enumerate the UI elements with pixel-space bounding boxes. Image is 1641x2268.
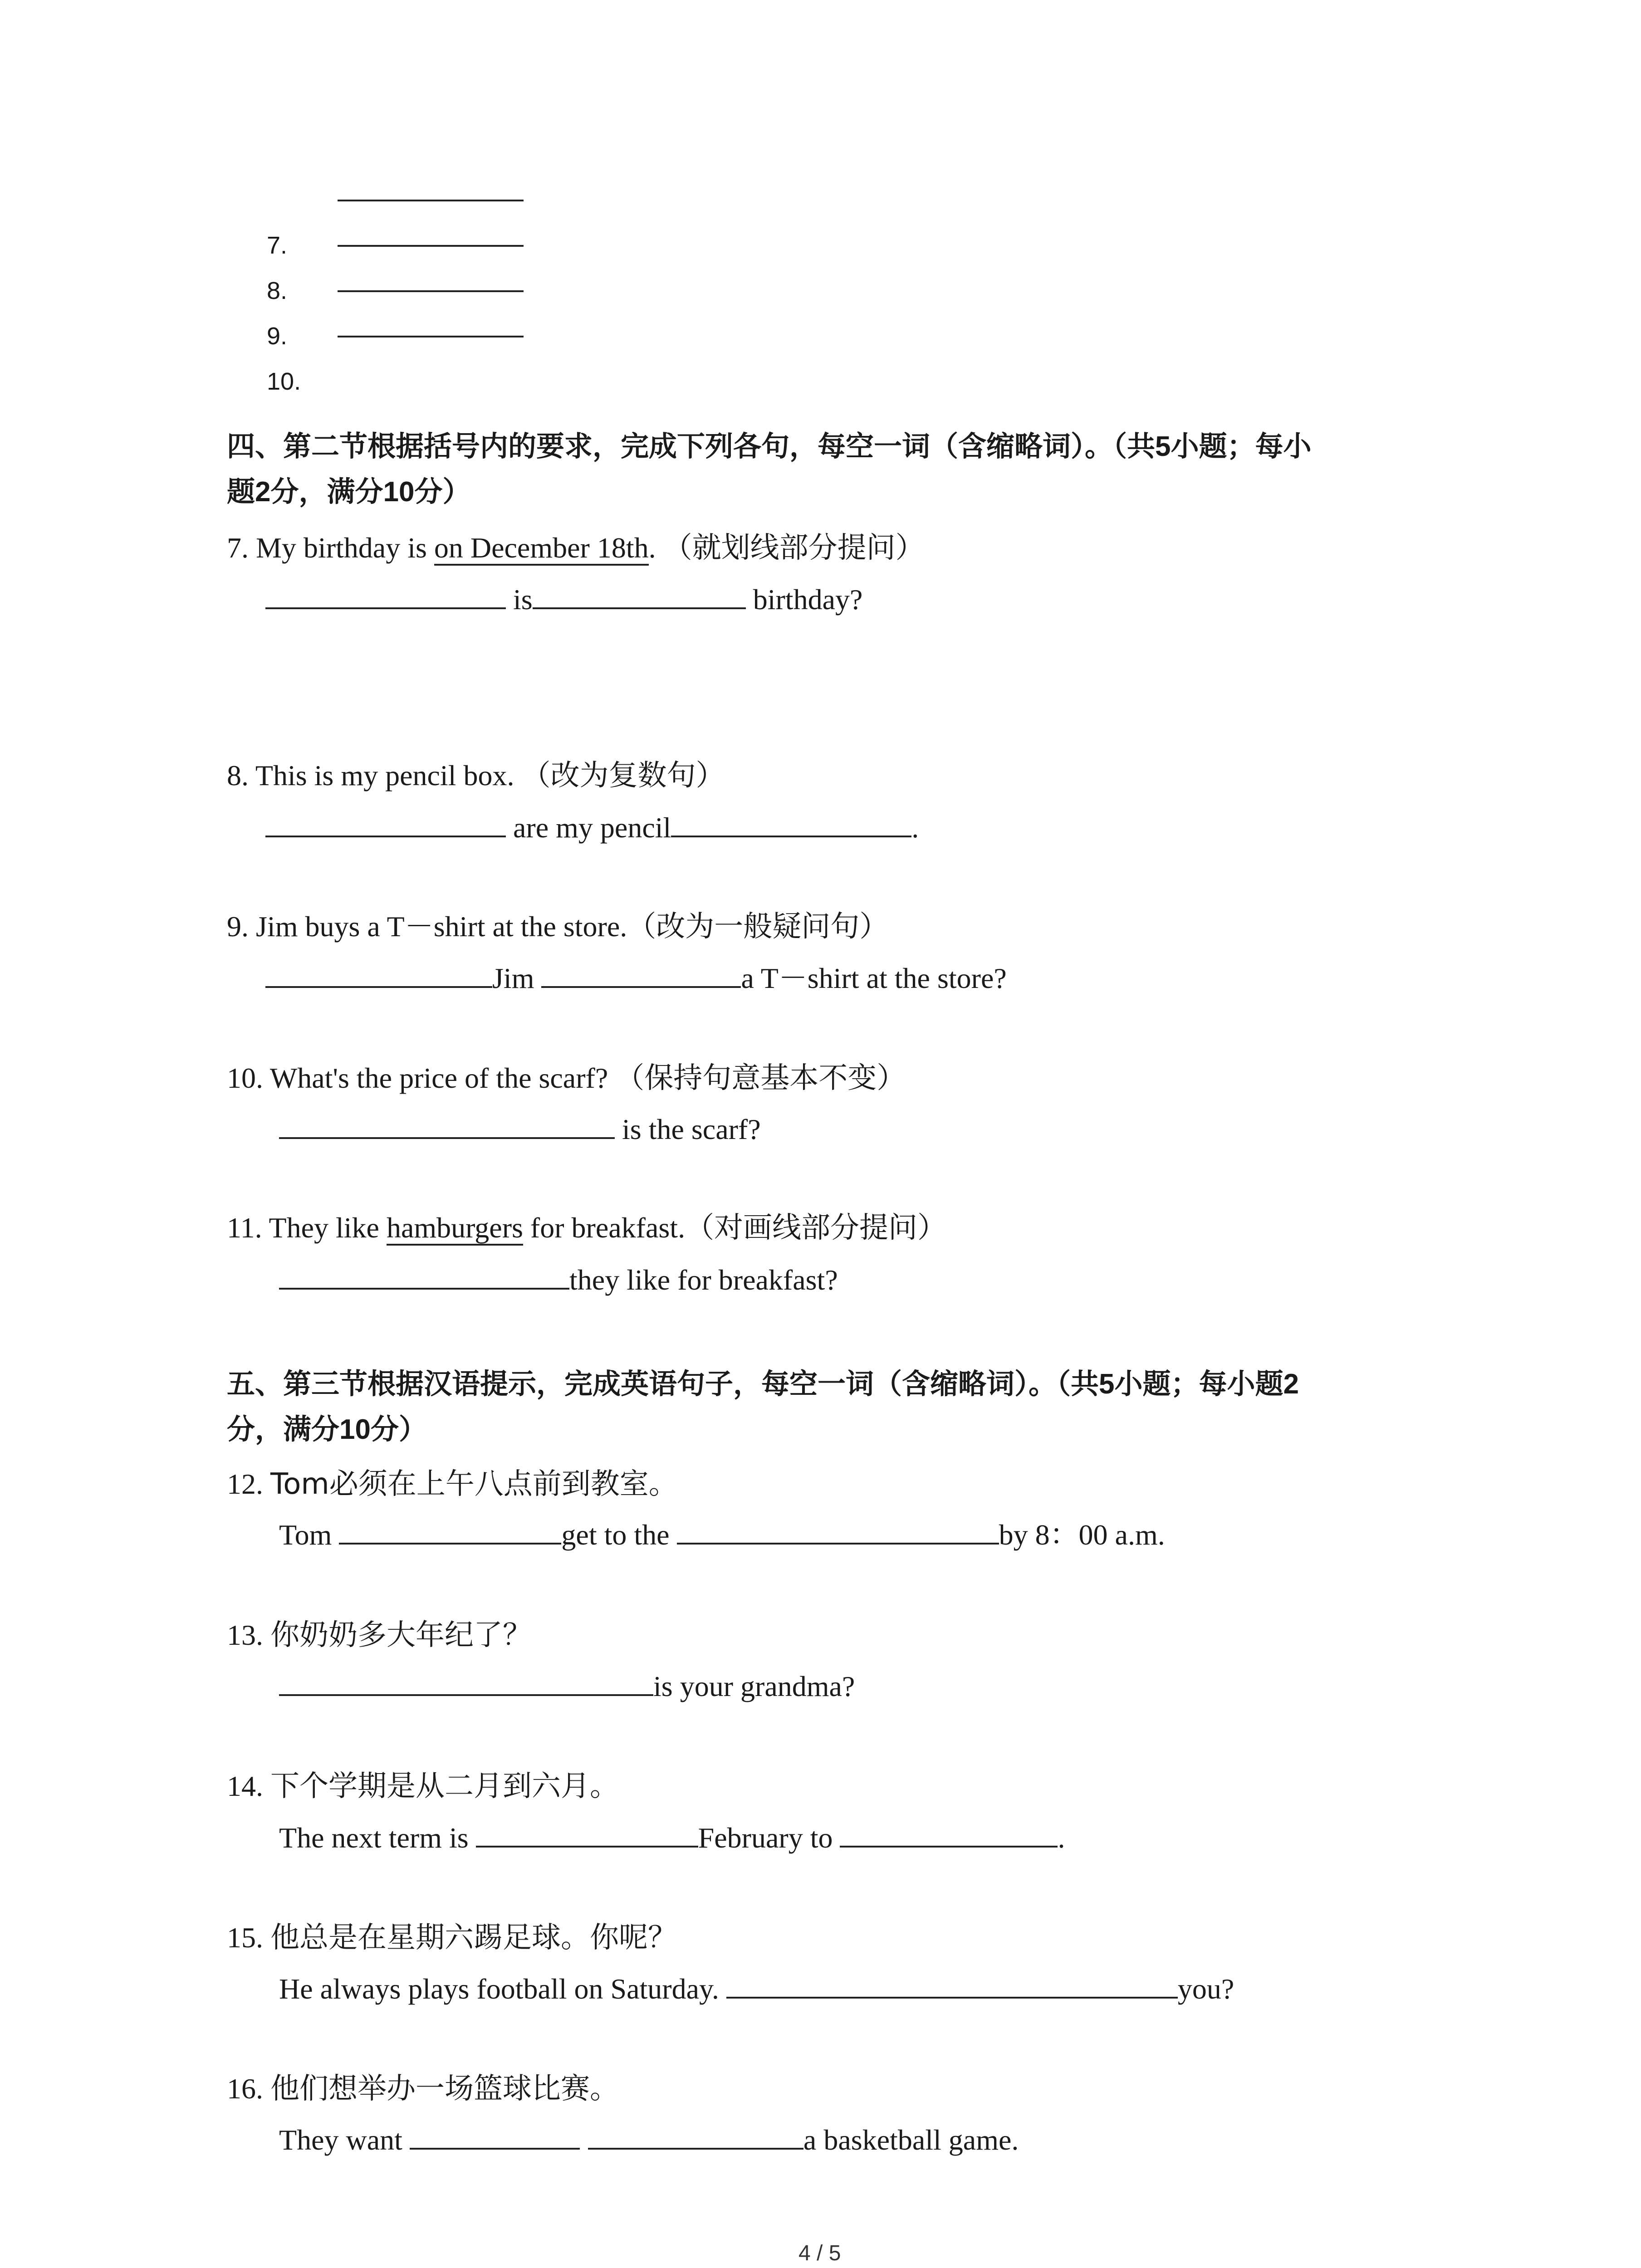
question-number: 16. — [227, 2072, 263, 2105]
question-number: 8. — [227, 759, 249, 792]
answer-line[interactable] — [338, 336, 524, 337]
answer-blank[interactable] — [541, 963, 741, 988]
answer-row — [279, 1517, 1165, 1553]
question — [227, 2071, 619, 2107]
question-number: 7. — [227, 532, 249, 564]
answer-blank[interactable] — [339, 1520, 561, 1545]
answer-blank[interactable] — [265, 585, 506, 609]
answer-blank[interactable] — [279, 1114, 615, 1139]
answer-text: a T－shirt at the store? — [741, 962, 1007, 994]
answer-blank[interactable] — [726, 1974, 1178, 1999]
section-header: 五、第三节根据汉语提示，完成英语句子，每空一词（含缩略词）。（共5小题；每小题2 — [227, 1369, 1299, 1400]
question-text: 他们想举办一场篮球比赛。 — [270, 2072, 619, 2106]
question — [227, 909, 888, 945]
answer-row — [265, 810, 919, 846]
underlined-phrase: hamburgers — [387, 1212, 523, 1246]
question — [227, 1768, 619, 1804]
answer-line[interactable] — [338, 290, 524, 292]
answer-text: by 8：00 a.m. — [999, 1519, 1165, 1551]
page-number: 4 / 5 — [798, 2241, 841, 2265]
section-header: 分，满分10分） — [227, 1414, 427, 1445]
question-instruction: . （就划线部分提问） — [648, 532, 925, 564]
answer-row — [265, 582, 862, 618]
question — [227, 530, 925, 566]
list-item-number: 10. — [267, 368, 301, 395]
list-item-number: 8. — [267, 277, 288, 304]
answer-blank[interactable] — [476, 1823, 698, 1848]
answer-text: . — [911, 811, 919, 844]
question-text: 他总是在星期六踢足球。你呢？ — [270, 1921, 677, 1955]
answer-text: Tom — [279, 1519, 339, 1551]
answer-blank[interactable] — [265, 813, 506, 837]
answer-text: get to the — [561, 1519, 677, 1551]
question-text: Jim buys a T－shirt at the store.（改为一般疑问句） — [256, 910, 889, 943]
answer-row — [279, 1820, 1065, 1856]
section-header: 题2分，满分10分） — [227, 476, 471, 508]
answer-text: He always plays football on Saturday. — [279, 1973, 726, 2005]
answer-row — [279, 1111, 761, 1148]
answer-row — [279, 2122, 1019, 2158]
answer-text: birthday? — [745, 583, 863, 616]
question-number: 14. — [227, 1770, 263, 1802]
question — [227, 1210, 946, 1246]
question — [227, 1617, 532, 1653]
question-text: They like — [269, 1212, 387, 1244]
question-number: 12. — [227, 1468, 263, 1500]
question — [227, 1920, 677, 1956]
answer-line[interactable] — [338, 245, 524, 247]
answer-row — [279, 1971, 1234, 2007]
question-text: What's the price of the scarf? （保持句意基本不变） — [269, 1062, 906, 1094]
answer-blank[interactable] — [265, 963, 492, 988]
answer-text: . — [1058, 1822, 1065, 1854]
answer-text: is the scarf? — [615, 1113, 761, 1145]
underlined-phrase: on December 18th — [434, 532, 649, 566]
question-text: 下个学期是从二月到六月。 — [270, 1769, 619, 1803]
answer-blank[interactable] — [279, 1265, 569, 1290]
answer-blank[interactable] — [410, 2125, 580, 2150]
answer-blank[interactable] — [588, 2125, 803, 2150]
answer-blank[interactable] — [279, 1672, 653, 1696]
question-number: 9. — [227, 910, 249, 943]
answer-text: February to — [698, 1822, 840, 1854]
answer-text: Jim — [492, 962, 542, 994]
question-number: 13. — [227, 1619, 263, 1651]
answer-row — [265, 960, 1007, 997]
answer-text: you? — [1177, 1973, 1234, 2005]
answer-text: They want — [279, 2124, 410, 2156]
question-text: Tom必须在上午八点前到教室。 — [270, 1467, 678, 1501]
question-text: This is my pencil box. （改为复数句） — [255, 759, 725, 792]
answer-text: The next term is — [279, 1822, 476, 1854]
section-header: 四、第二节根据括号内的要求，完成下列各句，每空一词（含缩略词）。（共5小题；每小 — [227, 431, 1312, 462]
question — [227, 758, 725, 794]
question — [227, 1060, 906, 1096]
answer-text: they like for breakfast? — [569, 1264, 838, 1296]
answer-text: is — [506, 583, 533, 616]
question-text: My birthday is — [256, 532, 434, 564]
question-number: 11. — [227, 1212, 262, 1244]
question-number: 10. — [227, 1062, 263, 1094]
answer-blank[interactable] — [840, 1823, 1058, 1848]
answer-blank[interactable] — [671, 813, 911, 837]
answer-line[interactable] — [338, 200, 524, 201]
answer-blank[interactable] — [533, 585, 746, 609]
question-text: 你奶奶多大年纪了？ — [270, 1618, 532, 1652]
answer-text: a basketball game. — [803, 2124, 1019, 2156]
list-item-number: 9. — [267, 323, 288, 350]
answer-blank[interactable] — [677, 1520, 999, 1545]
answer-text: is your grandma? — [653, 1670, 855, 1702]
answer-row — [279, 1668, 855, 1705]
question-number: 15. — [227, 1921, 263, 1954]
answer-text: are my pencil — [506, 811, 671, 844]
question — [227, 1466, 678, 1502]
question-instruction: for breakfast.（对画线部分提问） — [523, 1212, 947, 1244]
list-item-number: 7. — [267, 232, 288, 259]
answer-row — [279, 1262, 838, 1298]
